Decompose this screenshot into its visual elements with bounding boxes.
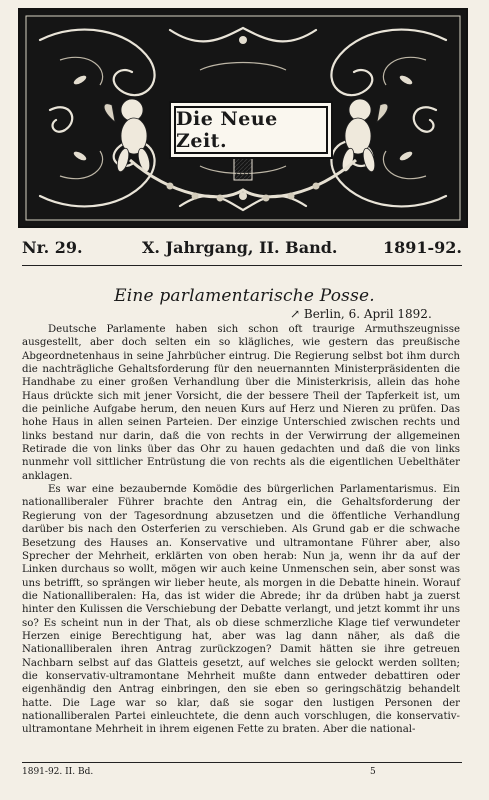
article-body	[22, 323, 460, 737]
footer-rule	[22, 762, 462, 763]
title-cartouche	[174, 106, 328, 154]
issue-rule	[22, 265, 462, 266]
issue-number: Nr. 29.	[22, 238, 83, 257]
page-number: 5	[370, 767, 376, 777]
dateline-text: Berlin, 6. April 1892.	[303, 307, 432, 321]
signature-mark: 1891-92. II. Bd.	[22, 767, 94, 777]
publication-title: Die Neue Zeit.	[176, 108, 278, 152]
dateline-mark-icon: ↗	[290, 307, 304, 321]
issue-volume: X. Jahrgang, II. Band.	[142, 238, 338, 257]
article-headline: Eine parlamentarische Posse.	[114, 286, 375, 306]
article-dateline	[290, 307, 432, 321]
ornamental-masthead	[18, 8, 468, 228]
article-paragraph: Deutsche Parlamente haben sich schon oft traurige Armuthszeugnisse ausgestellt, aber doch selten ein so klägliches, wie gestern das preußische Abgeordnetenhaus in seine Jahrbücher eintrug. Die Regierung selbst bot ihm durch die nachträgliche Gehaltsforderung für den neuernannten Ministerpräsidenten die Handhabe zu einer großen Verhandlung über die Ministerkrisis, allein das hohe Haus drückte sich mit jener Vorsicht, die der bessere Theil der Tapferkeit ist, um die peinliche Aufgabe herum, den neuen Kurs auf Herz und Nieren zu prüfen. Das hohe Haus in allen seinen Parteien. Der einzige Unterschied zwischen rechts und links bestand nur darin, daß die von rechts in der Verwirrung der allgemeinen Retirade die von links über das Ohr zu hauen gedachten und daß die von links nunmehr voll sittlicher Entrüstung die von rechts als die eigentlichen Uebelthäter anklagen.	[22, 324, 460, 482]
issue-years: 1891-92.	[382, 238, 462, 257]
issue-line	[22, 238, 462, 262]
article-paragraph: Es war eine bezaubernde Komödie des bürgerlichen Parlamentarismus. Ein nationalliberaler Führer brachte den Antrag ein, die Gehaltsforderung der Regierung von der Tagesordnung abzusetzen und die öffentliche Verhandlung darüber bis nach den Osterferien zu verschieben. Als Grund gab er die schwache Besetzung des Hauses an. Konservative und ultramontane Führer aber, also Sprecher der Mehrheit, erklärten von oben herab: Nun ja, wenn ihr da auf der Linken durchaus so wollt, mögen wir auch keine Unmenschen sein, aber sonst was uns betrifft, so sprängen wir lieber heute, als morgen in die Debatte hinein. Worauf die Nationalliberalen: Ha, das ist wider die Abrede; ihr da drüben habt ja zuerst hinter den Kulissen die Verschiebung der Debatte verlangt, und jetzt kommt ihr uns so? Es scheint nun in der That, als ob diese schmerzliche Klage tief verwundeter Herzen einige Berechtigung hat, aber was lag dann näher, als daß die Nationalliberalen ihren Antrag zurückzogen? Damit hätten sie ihre getreuen Nachbarn selbst auf das Glatteis gesetzt, auf welches sie gelockt werden sollten; die konservativ-ultramontane Mehrheit mußte dann entweder debattiren oder eigenhändig den Antrag einbringen, den sie eben so geringschätzig behandelt hatte. Die Lage war so klar, daß sie sogar den lustigen Personen der nationalliberalen Partei einleuchtete, die denn auch vorschlugen, die konservativ-ultramontane Mehrheit in ihrem eigenen Fette zu braten. Aber die national-	[22, 484, 460, 736]
